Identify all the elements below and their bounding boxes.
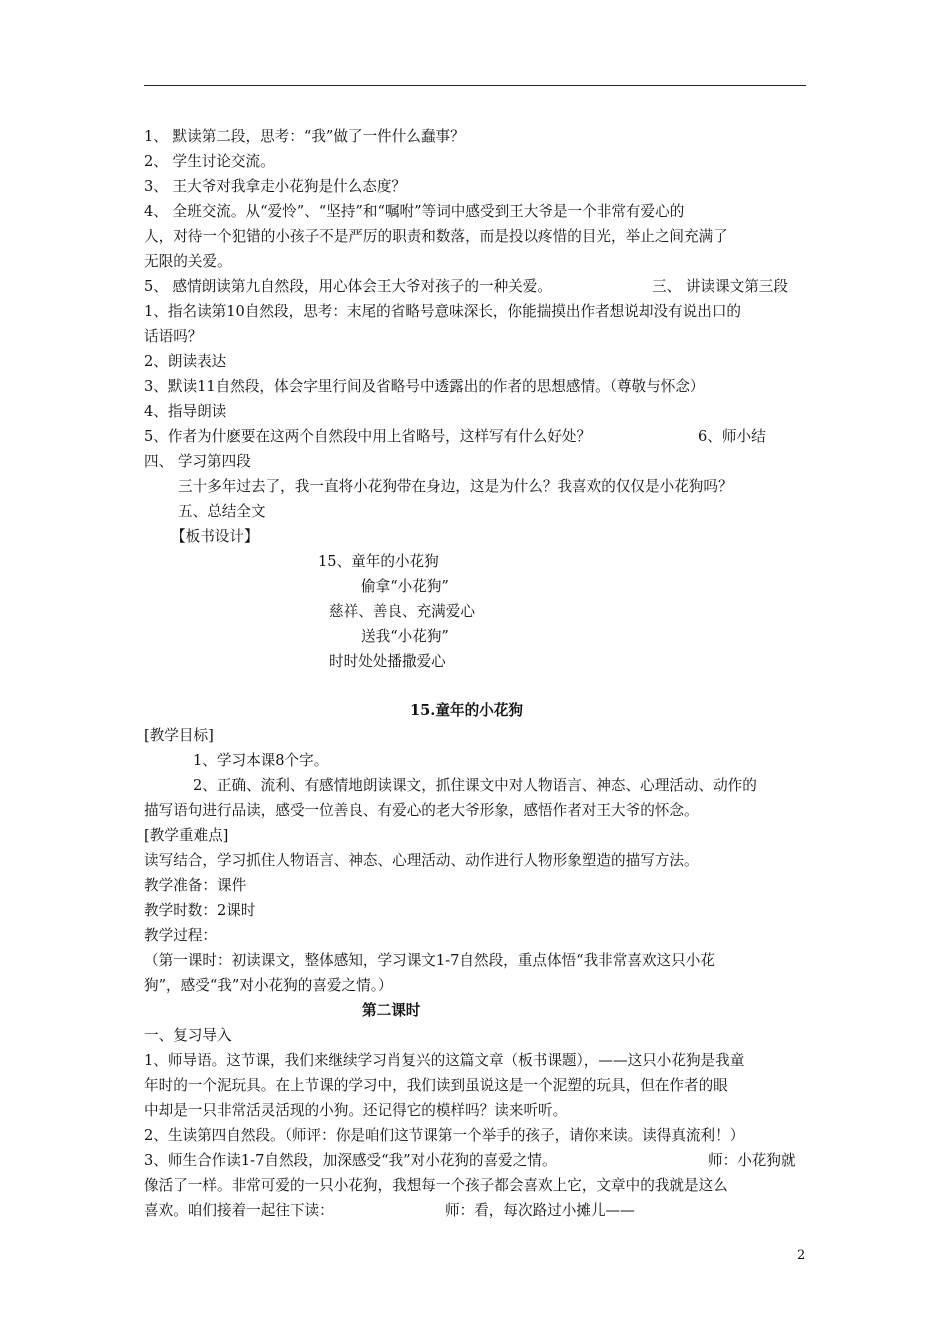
lesson-title: 15.童年的小花狗 [410,702,523,719]
board-line: 慈祥、善良、充满爱心 [329,603,475,620]
text-line: 3、 王大爷对我拿走小花狗是什么态度？ [144,178,407,195]
board-line: 时时处处播撒爱心 [329,653,446,670]
text-line: 5、 感情朗读第九自然段，用心体会王大爷对孩子的一种关爱。 [144,278,552,295]
page-number: 2 [797,1248,806,1263]
text-line: 2、生读第四自然段。（师评：你是咱们这节课第一个举手的孩子，请你来读。读得真流利！） [144,1127,745,1144]
text-line: 描写语句进行品读，感受一位善良、有爱心的老大爷形象，感悟作者对王大爷的怀念。 [144,802,699,819]
text-line: 6、师小结 [698,428,766,445]
text-line: 教学准备：课件 [144,877,247,894]
section-heading: 【板书设计】 [171,528,259,545]
text-line: 教学时数：2课时 [144,902,256,919]
text-line: 师：看，每次路过小摊儿—— [445,1202,635,1219]
section-heading: 三、 讲读课文第三段 [652,278,788,295]
board-line: 偷拿“小花狗” [361,578,449,595]
text-line: 5、作者为什麽要在这两个自然段中用上省略号，这样写有什么好处？ [144,428,592,445]
section-heading: 四、 学习第四段 [144,453,251,470]
text-line: 3、师生合作读1-7自然段，加深感受“我”对小花狗的喜爱之情。 [144,1152,557,1169]
text-line: 1、 默读第二段，思考：“我”做了一件什么蠢事？ [144,128,465,145]
section-heading: [教学重难点] [144,827,229,844]
text-line: 狗”，感受“我”对小花狗的喜爱之情。） [144,977,393,994]
text-line: 无限的关爱。 [144,253,232,270]
text-line: 2、 学生讨论交流。 [144,153,275,170]
lesson-period-heading: 第二课时 [362,1002,421,1019]
board-line: 送我“小花狗” [361,628,449,645]
text-line: 喜欢。咱们接着一起往下读： [144,1202,334,1219]
board-title: 15、童年的小花狗 [318,553,439,570]
text-line: 三十多年过去了，我一直将小花狗带在身边，这是为什么？我喜欢的仅仅是小花狗吗？ [178,478,733,495]
text-line: 师：小花狗就 [708,1152,796,1169]
text-line: 话语吗？ [144,328,203,345]
text-line: 中却是一只非常活灵活现的小狗。还记得它的模样吗？读来听听。 [144,1102,568,1119]
section-heading: 五、总结全文 [178,503,266,520]
text-line: 教学过程： [144,927,217,944]
text-line: 年时的一个泥玩具。在上节课的学习中，我们读到虽说这是一个泥塑的玩具，但在作者的眼 [144,1077,728,1094]
text-line: 人，对待一个犯错的小孩子不是严厉的职责和数落，而是投以疼惜的目光，举止之间充满了 [144,228,728,245]
text-line: 4、 全班交流。从“爱怜”、“坚持”和“嘱咐”等词中感受到王大爷是一个非常有爱心的 [144,203,685,220]
text-line: 1、学习本课8个字。 [193,752,329,769]
text-line: 2、正确、流利、有感情地朗读课文，抓住课文中对人物语言、神态、心理活动、动作的 [193,777,757,794]
text-line: 像活了一样。非常可爱的一只小花狗，我想每一个孩子都会喜欢上它，文章中的我就是这么 [144,1177,728,1194]
text-line: （第一课时：初读课文，整体感知，学习课文1-7自然段，重点体悟“我非常喜欢这只小花 [144,952,715,969]
text-line: 4、指导朗读 [144,403,227,420]
text-line: 1、指名读第10自然段，思考：末尾的省略号意味深长，你能揣摸出作者想说却没有说出口的 [144,303,742,320]
section-heading: [教学目标] [144,727,214,744]
section-heading: 一、复习导入 [144,1027,232,1044]
text-line: 读写结合，学习抓住人物语言、神态、心理活动、动作进行人物形象塑造的描写方法。 [144,852,699,869]
header-rule [144,85,806,86]
text-line: 1、师导语。这节课，我们来继续学习肖复兴的这篇文章（板书课题），——这只小花狗是我童 [144,1052,745,1069]
text-line: 2、朗读表达 [144,353,227,370]
text-line: 3、默读11自然段，体会字里行间及省略号中透露出的作者的思想感情。（尊敬与怀念） [144,378,705,395]
